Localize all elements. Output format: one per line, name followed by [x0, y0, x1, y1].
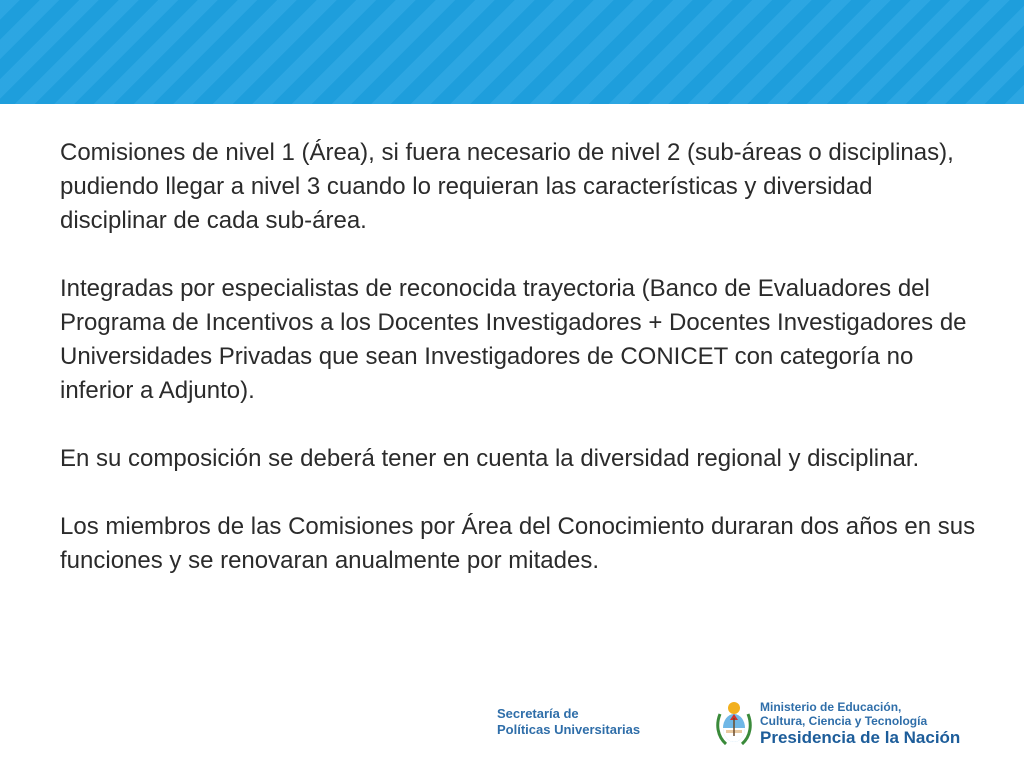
presidencia-label: Presidencia de la Nación	[760, 728, 961, 747]
ministerio-logo-text	[760, 700, 960, 748]
ministerio-line-1: Ministerio de Educación,	[760, 700, 902, 714]
secretaria-line-1: Secretaría de	[497, 706, 579, 721]
paragraph-regional-diversity: En su composición se deberá tener en cuenta la diversidad regional y disciplinar.	[60, 445, 920, 472]
slide-body	[60, 136, 980, 612]
secretaria-logo-text	[497, 706, 640, 738]
paragraph-commissions-levels: Comisiones de nivel 1 (Área), si fuera necesario de nivel 2 (sub-áreas o disciplinas), pudiendo llegar a nivel 3 cuando lo requieran las características y diversidad disciplinar de cada sub-área.	[60, 139, 954, 234]
argentina-coat-of-arms-icon	[716, 700, 752, 748]
ministerio-line-2: Cultura, Ciencia y Tecnología	[760, 714, 928, 728]
paragraph-members-composition: Integradas por especialistas de reconocida trayectoria (Banco de Evaluadores del Programa de Incentivos a los Docentes Investigadores + Docentes Investigadores de Universidades Privadas que sean Investigadores de CONICET con categoría no inferior a Adjunto).	[60, 275, 967, 404]
paragraph-term-duration: Los miembros de las Comisiones por Área del Conocimiento duraran dos años en sus funciones y se renovaran anualmente por mitades.	[60, 513, 976, 574]
header-band	[0, 0, 1024, 104]
secretaria-line-2: Políticas Universitarias	[497, 722, 641, 737]
